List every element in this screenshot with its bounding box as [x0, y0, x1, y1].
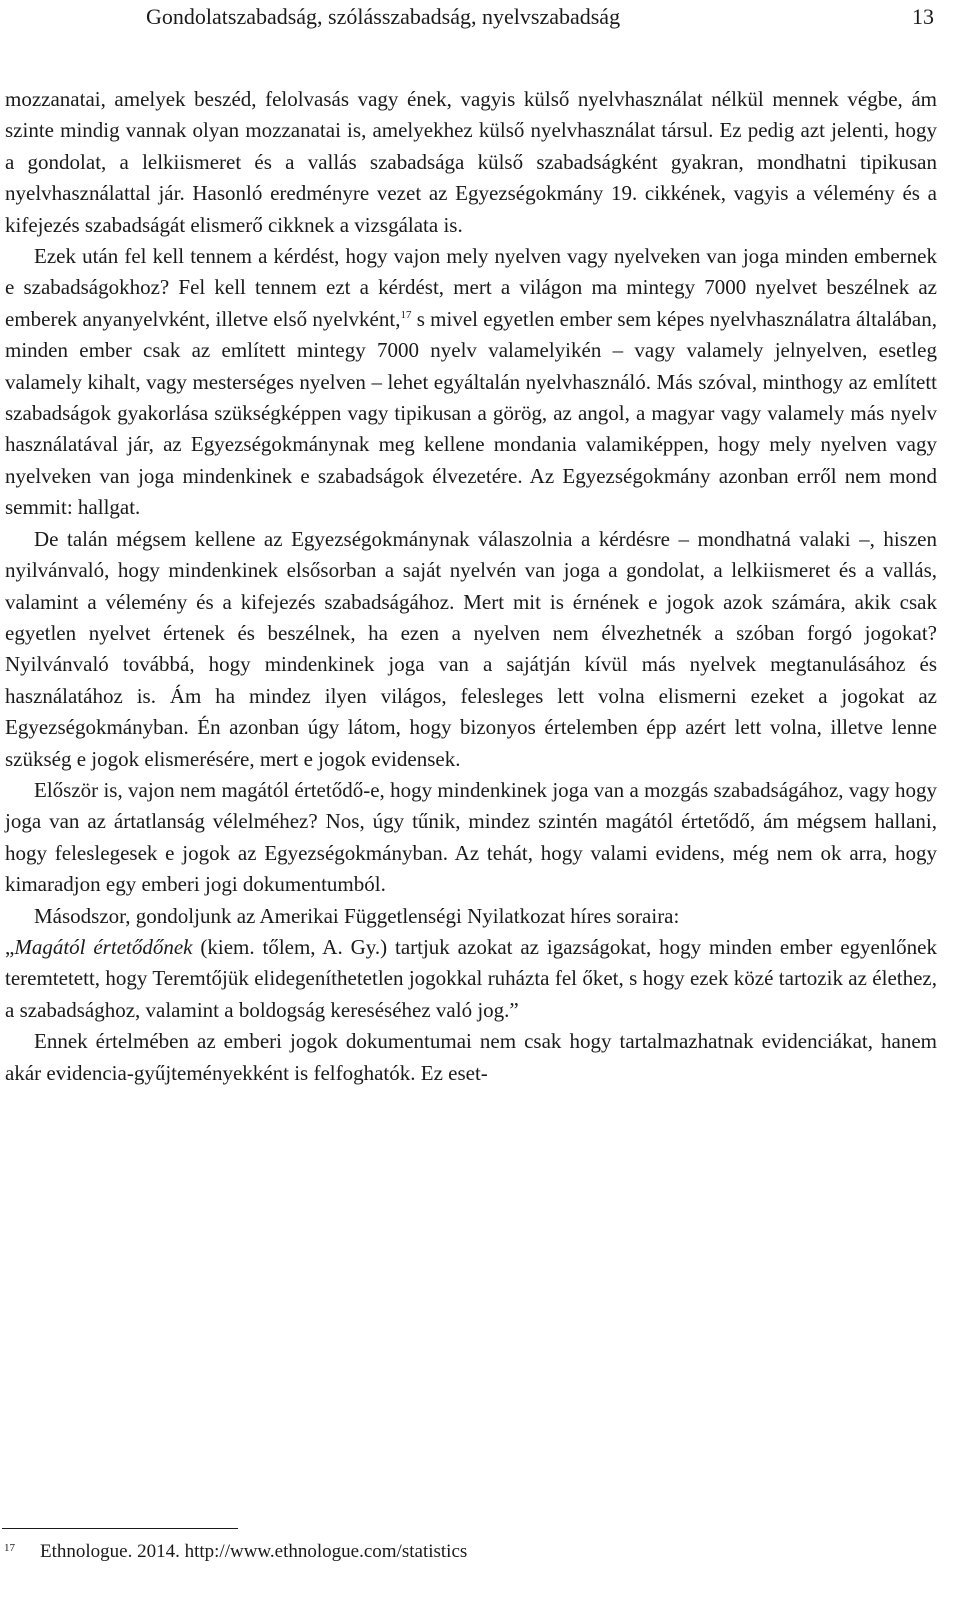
quote-emphasis: Magától értetődőnek	[14, 934, 193, 959]
page-number: 13	[912, 4, 934, 29]
footnote-mark: 17	[4, 1542, 15, 1554]
block-quote	[5, 932, 937, 1026]
footnote-text[interactable]: Ethnologue. 2014. http://www.ethnologue.com/statistics	[40, 1541, 468, 1562]
paragraph-6: Ennek értelmében az emberi jogok dokumentumai nem csak hogy tartalmazhatnak evidenciákat, hanem akár evidencia-gyűjteményekként is felfoghatók. Ez eset-	[5, 1029, 937, 1085]
footnote-divider	[2, 1528, 238, 1529]
paragraph-4: Először is, vajon nem magától értetődő-e, hogy mindenkinek joga van a mozgás szabadságához, vagy hogy joga van az ártatlanság vélelméhez? Nos, úgy tűnik, mindez szintén magától értetődő, ám mégsem hallani, hogy feleslegesek e jogok az Egyezségokmányban. Az tehát, hogy valami evidens, még nem ok arra, hogy kimaradjon egy emberi jogi dokumentumból.	[5, 777, 937, 897]
quote-open-mark: „	[5, 934, 15, 959]
paragraph-3: De talán mégsem kellene az Egyezségokmánynak válaszolnia a kérdésre – mondhatná valaki –, hiszen nyilvánvaló, hogy mindenkinek elsősorban a saját nyelvén van joga a gondolat, a lelkiismeret és a vallás, valamint a vélemény és a kifejezés szabadságához. Mert mit is érnének e jogok azok számára, akik csak egyetlen nyelvet értenek és beszélnek, ha ezen a nyelven nem élvezhetnék a szóban forgó jogokat? Nyilvánvaló továbbá, hogy mindenkinek joga van a sajátján kívül más nyelvek megtanulásához és használatához is. Ám ha mindez ilyen világos, felesleges lett volna elismerni ezeket a jogokat az Egyezségokmányban. Én azonban úgy látom, hogy bizonyos értelemben épp azért lett volna, illetve lenne szükség e jogok elismerésére, mert e jogok evidensek.	[5, 526, 937, 771]
running-title: Gondolatszabadság, szólásszabadság, nyelvszabadság	[146, 4, 621, 29]
paragraph-1: mozzanatai, amelyek beszéd, felolvasás vagy ének, vagyis külső nyelvhasználat nélkül mennek végbe, ám szinte mindig vannak olyan mozzanatai is, amelyekhez külső nyelvhasználat társul. Ez pedig azt jelenti, hogy a gondolat, a lelkiismeret és a vallás szabadsága külső szabadságként gyakran, mondhatni tipikusan nyelvhasználattal jár. Hasonló eredményre vezet az Egyezségokmány 19. cikkének, vagyis a vélemény és a kifejezés szabadságát elismerő cikknek a vizsgálata is.	[5, 87, 937, 237]
paragraph-2-text-b: s mivel egyetlen ember sem képes nyelvhasználatra általában, minden ember csak az említett mintegy 7000 nyelv valamelyikén – vagy valamely jelnyelven, esetleg valamely kihalt, vagy mesterséges nyelven – lehet egyáltalán nyelvhasználó. Más szóval, minthogy az említett szabadságok gyakorlása szükségképpen vagy tipikusan a görög, az angol, a magyar vagy valamely más nyelv használatával jár, az Egyezségokmánynak meg kellene mondania valamiképpen, hogy mely nyelven vagy nyelveken van joga mindenkinek e szabadságok élvezetére. Az Egyezségokmány azonban erről nem mond semmit: hallgat.	[5, 306, 937, 520]
paragraph-2	[5, 241, 937, 524]
paragraph-2-text-a: Ezek után fel kell tennem a kérdést, hogy vajon mely nyelven vagy nyelveken van joga minden embernek e szabadságokhoz? Fel kell tennem ezt a kérdést, mert a világon ma mintegy 7000 nyelvet beszélnek az emberek anyanyelvként, illetve első nyelvként,	[5, 244, 937, 331]
paragraph-5: Másodszor, gondoljunk az Amerikai Függetlenségi Nyilatkozat híres soraira:	[34, 903, 680, 928]
footnote-reference[interactable]: 17	[400, 308, 412, 321]
body-text	[5, 84, 937, 1089]
quote-text: (kiem. tőlem, A. Gy.) tartjuk azokat az igazságokat, hogy minden ember egyenlőnek teremtetett, hogy Teremtőjük elidegeníthetetlen jogokkal ruházta fel őket, s hogy ezek közé tartozik az élethez, a szabadsághoz, valamint a boldogság kereséséhez való jog.”	[5, 934, 937, 1022]
